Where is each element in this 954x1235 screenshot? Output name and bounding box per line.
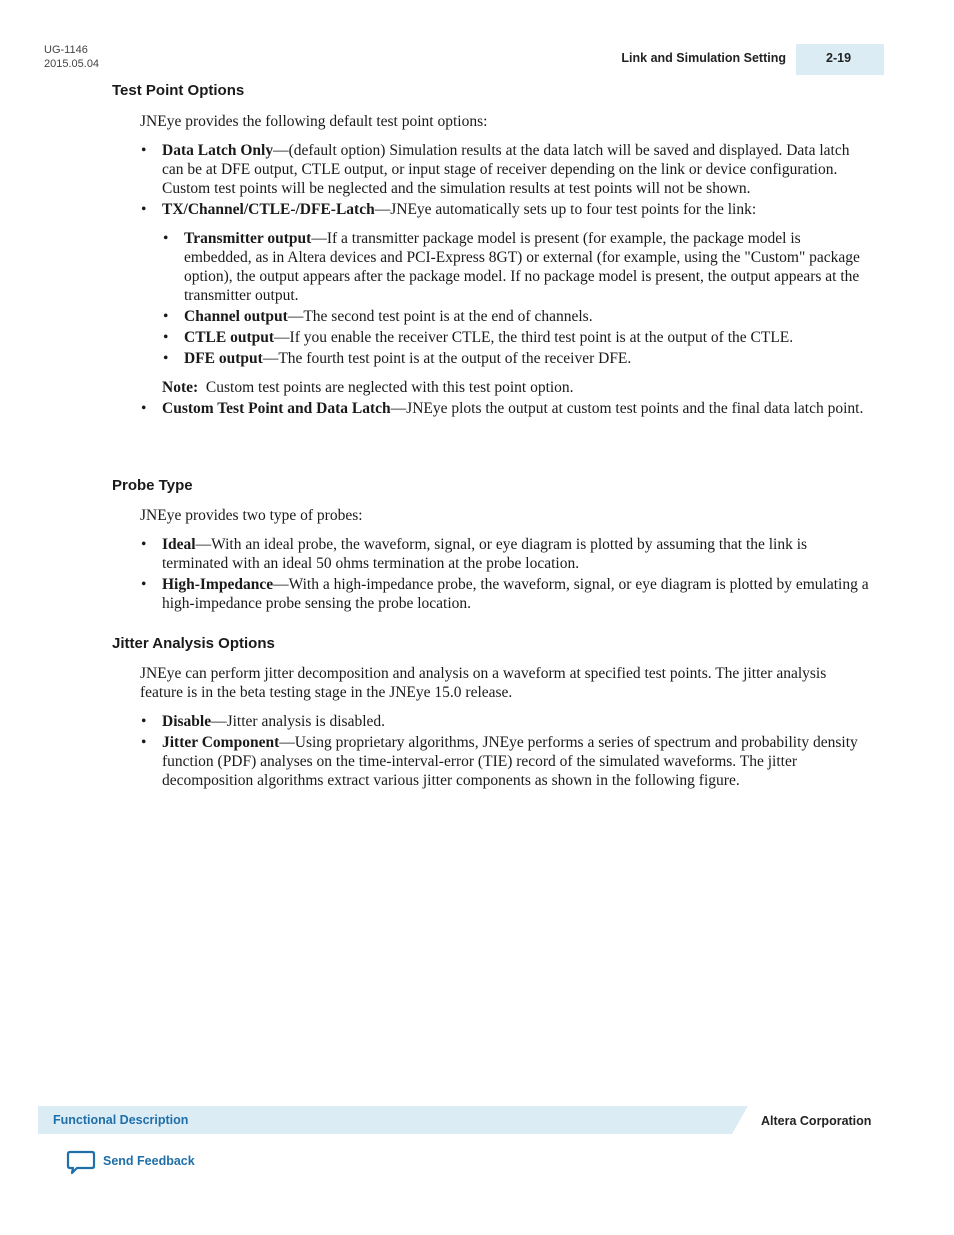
sub-list-item — [162, 307, 870, 326]
jitter-list — [140, 712, 870, 792]
item-term: Jitter Component — [162, 734, 280, 751]
list-item — [140, 733, 870, 790]
page-number: 2-19 — [826, 51, 852, 65]
note-label: Note: — [162, 379, 199, 396]
item-text: —With a high-impedance probe, the waveform, signal, or eye diagram is plotted by emulating a high-impedance probe sensing the probe location. — [162, 576, 869, 612]
jitter-intro: JNEye can perform jitter decomposition and analysis on a waveform at specified test points. The jitter analysis feature is in the beta testing stage in the JNEye 15.0 release. — [140, 665, 827, 701]
item-text: —JNEye automatically sets up to four test points for the link: — [374, 201, 757, 218]
item-text: —The fourth test point is at the output of the receiver DFE. — [262, 350, 632, 367]
item-text: —JNEye plots the output at custom test points and the final data latch point. — [390, 400, 864, 417]
item-text: —Jitter analysis is disabled. — [211, 713, 386, 730]
item-text: —If you enable the receiver CTLE, the third test point is at the output of the CTLE. — [274, 329, 794, 346]
doc-id-block — [44, 43, 99, 71]
item-term: Channel output — [184, 308, 288, 325]
item-text: —(default option) Simulation results at the data latch will be saved and displayed. Data latch can be at DFE output, CTLE output, or input stage of receiver depending on the link or device configuration. Custom test points will be neglected and the simulation results at test points will not be shown. — [162, 142, 850, 197]
item-term: Custom Test Point and Data Latch — [162, 400, 391, 417]
list-item — [140, 575, 870, 613]
speech-bubble-icon — [66, 1150, 96, 1176]
list-item — [140, 200, 870, 397]
doc-code: UG-1146 — [44, 44, 88, 56]
item-term: CTLE output — [184, 329, 275, 346]
test-point-intro: JNEye provides the following default test point options: — [140, 113, 488, 130]
list-item — [140, 141, 870, 198]
item-term: Disable — [162, 713, 212, 730]
test-point-sublist — [162, 229, 870, 368]
doc-date: 2015.05.04 — [44, 58, 100, 70]
item-term: Ideal — [162, 536, 196, 553]
item-term: Data Latch Only — [162, 142, 274, 159]
item-text: —The second test point is at the end of channels. — [287, 308, 593, 325]
sub-list-item — [162, 349, 870, 368]
list-item — [140, 535, 870, 573]
send-feedback-label[interactable]: Send Feedback — [103, 1154, 195, 1168]
footer-company: Altera Corporation — [761, 1114, 872, 1128]
item-text: —With an ideal probe, the waveform, signal, or eye diagram is plotted by assuming that the link is terminated with an ideal 50 ohms termination at the probe location. — [162, 536, 808, 572]
list-item — [140, 712, 870, 731]
item-term: DFE output — [184, 350, 263, 367]
footer-section-link[interactable]: Functional Description — [53, 1113, 189, 1127]
note — [162, 378, 870, 397]
heading-jitter-analysis-options: Jitter Analysis Options — [112, 635, 275, 652]
sub-list-item — [162, 328, 870, 347]
list-item — [140, 399, 870, 418]
heading-probe-type: Probe Type — [112, 477, 193, 494]
item-term: High-Impedance — [162, 576, 274, 593]
header-section-title: Link and Simulation Setting — [621, 51, 786, 65]
probe-list — [140, 535, 870, 615]
probe-intro: JNEye provides two type of probes: — [140, 507, 363, 524]
header-page-box — [796, 44, 884, 75]
item-text: —If a transmitter package model is present (for example, the package model is embedded, as in Altera devices and PCI-Express 8GT) or external (for example, using the "Custom" package option), the output appears after the package model. If no package model is present, the output appears at the transmitter output. — [184, 230, 860, 304]
sub-list-item — [162, 229, 870, 305]
note-text: Custom test points are neglected with this test point option. — [205, 379, 574, 396]
item-term: TX/Channel/CTLE-/DFE-Latch — [162, 201, 375, 218]
heading-test-point-options: Test Point Options — [112, 82, 245, 99]
test-point-list — [140, 141, 870, 420]
item-text: —Using proprietary algorithms, JNEye performs a series of spectrum and probability density function (PDF) analyses on the time-interval-error (TIE) record of the simulated waveforms. The jitter decomposition algorithms extract various jitter components as shown in the following figure. — [162, 734, 858, 789]
item-term: Transmitter output — [184, 230, 312, 247]
